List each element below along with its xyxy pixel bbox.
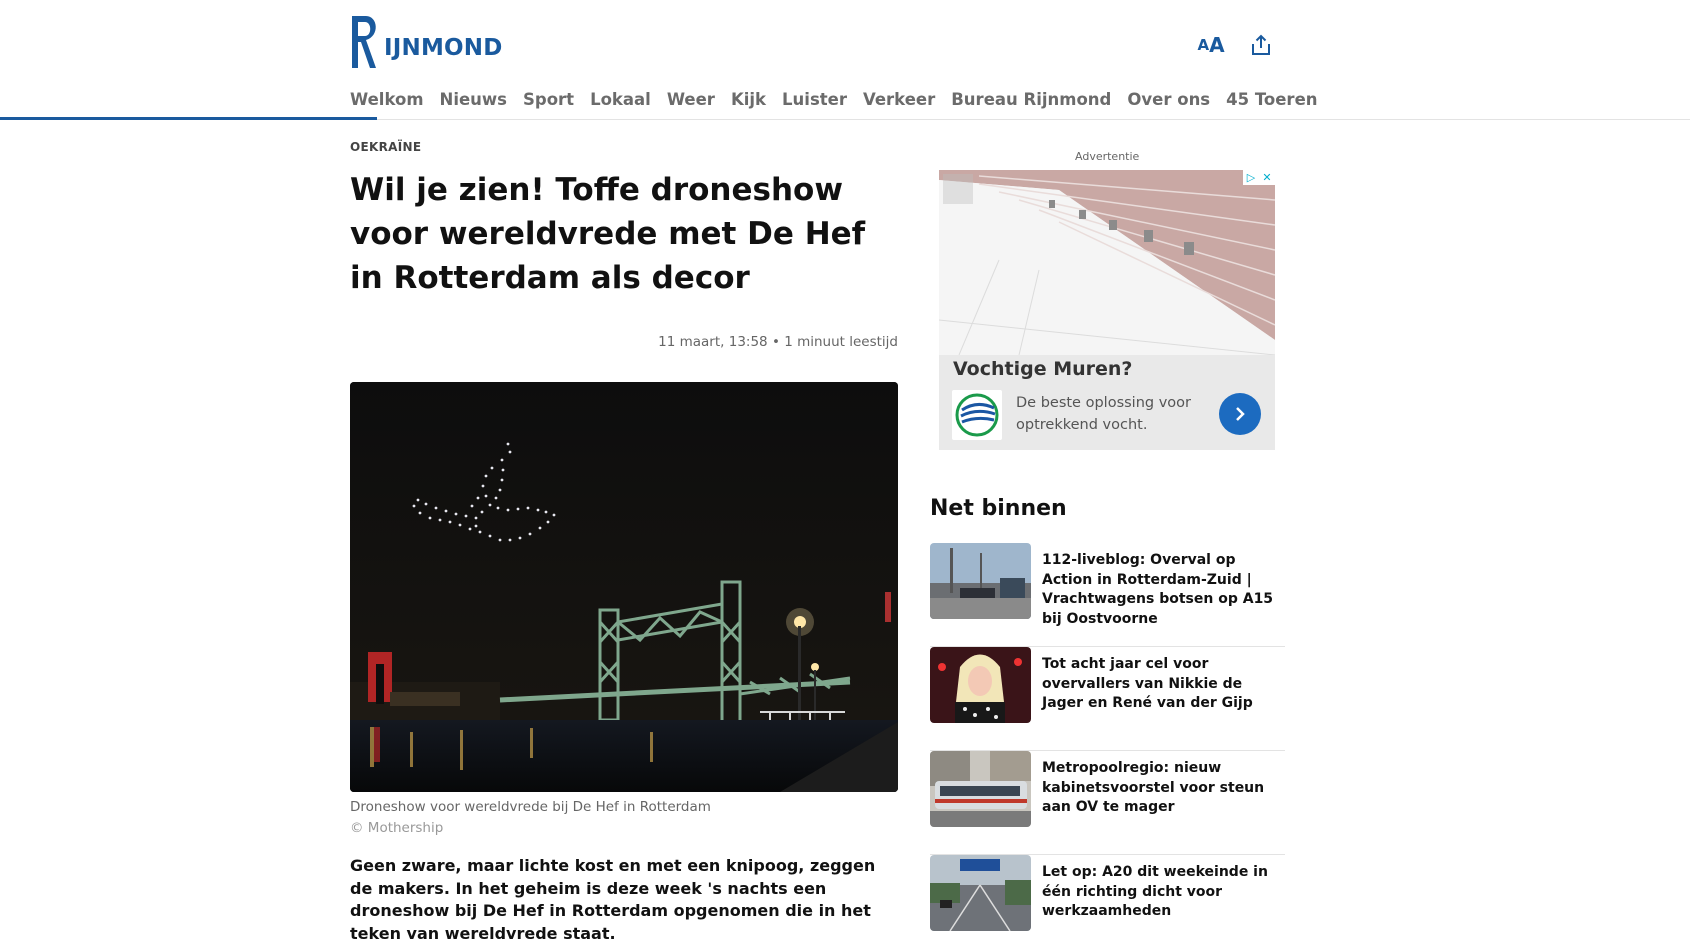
photo-caption: Droneshow voor wereldvrede bij De Hef in Rotterdam (350, 799, 711, 815)
news-thumbnail (930, 647, 1031, 723)
news-item[interactable] (930, 751, 1285, 855)
chevron-right-icon (1231, 405, 1249, 423)
nav-item-sport[interactable]: Sport (523, 90, 575, 109)
rijnmond-logo-mark-icon (350, 14, 386, 70)
nav-item-welkom[interactable]: Welkom (350, 90, 424, 109)
news-item[interactable] (930, 543, 1285, 647)
article-lead: Geen zware, maar lichte kost en met een knipoog, zeggen de makers. In het geheim is deze week 's nachts een droneshow bij De Hef in Rotterdam opgenomen die in het teken van wereldvrede staat. (350, 856, 876, 943)
news-title: 112-liveblog: Overval op Action in Rotterdam-Zuid | Vrachtwagens botsen op A15 bij Oostvoorne (1042, 552, 1274, 627)
ad-cta-button[interactable] (1219, 393, 1261, 435)
net-binnen-title: Net binnen (930, 496, 1067, 521)
news-thumbnail-image (930, 855, 1031, 931)
news-thumbnail-image (930, 751, 1031, 827)
nav-item-over-ons[interactable]: Over ons (1127, 90, 1211, 109)
ad-title: Vochtige Muren? (953, 358, 1133, 380)
ad-text: De beste oplossing voor optrekkend vocht. (1016, 395, 1191, 433)
nav-item-bureau-rijnmond[interactable]: Bureau Rijnmond (951, 90, 1112, 109)
font-size-big-label: A (1209, 33, 1225, 57)
photo-credit: © Mothership (350, 820, 444, 836)
news-title: Tot acht jaar cel voor overvallers van Nikkie de Jager en René van der Gijp (1042, 656, 1253, 711)
rijnmond-logo[interactable] (350, 14, 510, 70)
nav-item-weer[interactable]: Weer (666, 90, 715, 109)
news-title: Metropoolregio: nieuw kabinetsvoorstel voor steun aan OV te mager (1042, 760, 1265, 815)
net-binnen-list (930, 543, 1285, 951)
ad-info-icon[interactable]: ▷ (1243, 170, 1259, 185)
news-thumbnail (930, 751, 1031, 827)
news-thumbnail (930, 543, 1031, 619)
font-size-small-label: A (1197, 36, 1210, 54)
share-button[interactable] (1246, 30, 1276, 60)
ad-badge (1243, 170, 1275, 185)
news-item[interactable] (930, 647, 1285, 751)
drone-show-photo (350, 382, 898, 792)
article-date: 11 maart, 13:58 (658, 334, 768, 350)
active-nav-underline (0, 117, 377, 120)
article-reading-time: 1 minuut leestijd (784, 334, 898, 350)
nav-item-verkeer[interactable]: Verkeer (862, 90, 936, 109)
nav-item-45-toeren[interactable]: 45 Toeren (1226, 90, 1318, 109)
news-item[interactable] (930, 855, 1285, 951)
font-size-button[interactable] (1196, 30, 1226, 60)
article-photo[interactable] (350, 382, 898, 792)
site-header (0, 0, 1690, 120)
advertisement[interactable] (939, 170, 1275, 450)
logo-wordmark: IJNMOND (384, 35, 503, 61)
ad-brand-logo (952, 390, 1002, 440)
article-meta (658, 334, 898, 350)
nav-item-kijk[interactable]: Kijk (730, 90, 767, 109)
nav-item-luister[interactable]: Luister (782, 90, 847, 109)
main-nav (350, 90, 1334, 109)
nav-item-lokaal[interactable]: Lokaal (590, 90, 651, 109)
nav-item-nieuws[interactable]: Nieuws (439, 90, 507, 109)
ad-brand-logo-icon (952, 390, 1002, 440)
article-kicker[interactable]: OEKRAÏNE (350, 140, 422, 154)
news-thumbnail-image (930, 647, 1031, 723)
meta-separator: • (771, 334, 780, 350)
news-thumbnail-image (930, 543, 1031, 619)
ad-wall-image (939, 170, 1275, 355)
share-icon (1250, 34, 1272, 56)
ad-close-icon[interactable]: ✕ (1259, 170, 1275, 185)
news-title: Let op: A20 dit weekeinde in één richting dicht voor werkzaamheden (1042, 864, 1268, 919)
article-headline: Wil je zien! Toffe droneshow voor wereldvrede met De Hef in Rotterdam als decor (350, 172, 866, 296)
news-thumbnail (930, 855, 1031, 931)
ad-label: Advertentie (1075, 150, 1140, 163)
header-tools (1196, 30, 1276, 60)
